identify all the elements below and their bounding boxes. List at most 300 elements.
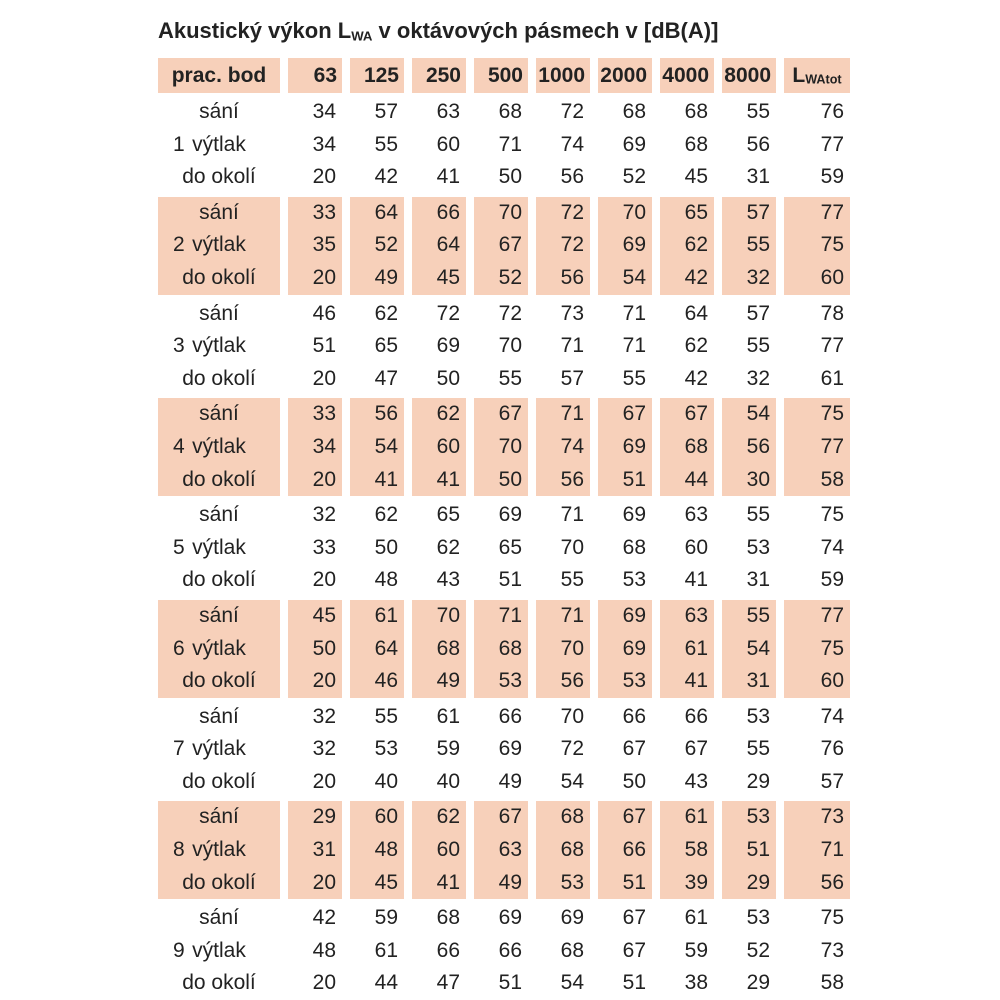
row-label-cell [158,935,280,968]
row-label: sání [199,805,239,829]
group-number: 4 [173,434,185,458]
value-cell: 45 [412,262,466,295]
table-row [158,665,858,698]
table-row [158,464,858,497]
value-cell: 66 [622,704,646,728]
value-cell: 75 [820,503,844,527]
table-row [158,733,858,766]
value-cell: 45 [684,165,708,189]
row-label-cell [158,801,280,834]
row-label: výtlak [192,636,246,660]
value-cell: 67 [474,398,528,431]
value-cell: 68 [684,100,708,123]
value-cell: 60 [684,535,708,559]
value-cell: 48 [350,834,404,867]
value-cell: 51 [598,464,652,497]
value-cell: 69 [598,633,652,666]
value-cell: 71 [536,398,590,431]
row-label: výtlak [192,434,246,458]
value-cell: 69 [622,132,646,156]
value-cell: 69 [598,431,652,464]
value-cell: 55 [746,100,770,123]
value-cell: 31 [722,665,776,698]
value-cell: 77 [784,431,850,464]
value-cell: 62 [436,535,460,559]
value-cell: 56 [350,398,404,431]
row-label-cell [158,363,280,396]
value-cell: 68 [622,100,646,123]
value-cell: 56 [560,165,584,189]
value-cell: 54 [560,769,584,793]
row-label: sání [199,100,239,123]
value-cell: 54 [722,633,776,666]
value-cell: 74 [820,535,844,559]
value-cell: 59 [820,568,844,592]
value-cell: 57 [374,100,398,123]
value-cell: 60 [436,132,460,156]
value-cell: 57 [722,197,776,230]
value-cell: 73 [820,938,844,962]
value-cell: 59 [436,737,460,761]
value-cell: 52 [622,165,646,189]
row-group-2 [158,197,858,295]
value-cell: 58 [784,464,850,497]
value-cell: 64 [684,301,708,325]
value-cell: 61 [660,633,714,666]
value-cell: 60 [412,834,466,867]
value-cell: 56 [746,132,770,156]
value-cell: 53 [746,535,770,559]
value-cell: 67 [622,906,646,930]
value-cell: 69 [498,906,522,930]
table-row [158,298,858,331]
value-cell: 71 [622,301,646,325]
value-cell: 71 [622,334,646,358]
value-cell: 64 [350,197,404,230]
acoustic-power-table [158,58,858,1000]
value-cell: 62 [684,334,708,358]
row-label: výtlak [192,838,246,862]
value-cell: 20 [288,665,342,698]
row-label-cell [158,499,280,532]
value-cell: 77 [820,132,844,156]
value-cell: 62 [660,229,714,262]
value-cell: 34 [288,431,342,464]
value-cell: 35 [288,229,342,262]
row-label-cell [158,431,280,464]
value-cell: 71 [560,334,584,358]
row-label-cell [158,766,280,799]
value-cell: 68 [536,834,590,867]
value-cell: 55 [722,600,776,633]
page [158,16,858,1000]
value-cell: 69 [622,503,646,527]
table-row [158,499,858,532]
value-cell: 41 [350,464,404,497]
value-cell: 59 [374,906,398,930]
column-header-prac-bod: prac. bod [158,58,280,93]
value-cell: 29 [746,971,770,995]
value-cell: 50 [374,535,398,559]
row-label: sání [199,200,239,224]
table-row [158,564,858,597]
value-cell: 49 [498,769,522,793]
row-group-4 [158,398,858,496]
row-label: výtlak [192,535,246,559]
value-cell: 67 [622,737,646,761]
table-row [158,902,858,935]
page-title [158,16,858,46]
value-cell: 70 [412,600,466,633]
value-cell: 53 [622,568,646,592]
value-cell: 40 [374,769,398,793]
value-cell: 53 [722,801,776,834]
value-cell: 52 [350,229,404,262]
table-row [158,161,858,194]
row-label-cell [158,902,280,935]
value-cell: 77 [784,600,850,633]
value-cell: 72 [498,301,522,325]
value-cell: 70 [474,431,528,464]
value-cell: 69 [598,229,652,262]
column-header-band: 125 [350,58,404,93]
value-cell: 75 [820,906,844,930]
value-cell: 71 [784,834,850,867]
value-cell: 42 [312,906,336,930]
value-cell: 62 [374,301,398,325]
row-label-cell [158,834,280,867]
value-cell: 52 [746,938,770,962]
value-cell: 71 [474,600,528,633]
value-cell: 34 [312,132,336,156]
value-cell: 61 [436,704,460,728]
row-label-cell [158,229,280,262]
value-cell: 66 [436,938,460,962]
row-label: do okolí [182,467,256,491]
value-cell: 54 [722,398,776,431]
row-label-cell [158,161,280,194]
table-row [158,935,858,968]
row-group-3 [158,298,858,396]
value-cell: 32 [312,503,336,527]
row-label: do okolí [182,870,256,894]
value-cell: 61 [660,801,714,834]
value-cell: 67 [474,801,528,834]
table-row [158,867,858,900]
row-label-cell [158,96,280,129]
column-header-band: 2000 [598,58,652,93]
value-cell: 20 [312,971,336,995]
row-label: do okolí [182,669,256,693]
row-group-6 [158,600,858,698]
value-cell: 49 [350,262,404,295]
value-cell: 56 [722,431,776,464]
value-cell: 63 [474,834,528,867]
value-cell: 76 [820,100,844,123]
value-cell: 56 [784,867,850,900]
value-cell: 47 [374,366,398,390]
row-label-cell [158,733,280,766]
value-cell: 70 [560,535,584,559]
value-cell: 64 [412,229,466,262]
value-cell: 67 [622,938,646,962]
value-cell: 77 [784,197,850,230]
value-cell: 75 [784,229,850,262]
table-row [158,600,858,633]
row-label-cell [158,464,280,497]
value-cell: 67 [474,229,528,262]
value-cell: 51 [622,971,646,995]
value-cell: 55 [498,366,522,390]
value-cell: 63 [436,100,460,123]
value-cell: 66 [598,834,652,867]
value-cell: 34 [312,100,336,123]
value-cell: 50 [436,366,460,390]
value-cell: 55 [622,366,646,390]
value-cell: 73 [784,801,850,834]
row-label: výtlak [192,737,246,761]
value-cell: 29 [288,801,342,834]
row-label: do okolí [182,366,256,390]
value-cell: 32 [312,704,336,728]
value-cell: 52 [474,262,528,295]
value-cell: 53 [598,665,652,698]
value-cell: 68 [436,906,460,930]
table-row [158,967,858,1000]
value-cell: 64 [350,633,404,666]
value-cell: 72 [536,197,590,230]
value-cell: 66 [498,938,522,962]
value-cell: 57 [820,769,844,793]
value-cell: 72 [560,737,584,761]
row-label-cell [158,298,280,331]
title-text-after: v oktávových pásmech v [dB(A)] [372,18,719,43]
value-cell: 68 [560,938,584,962]
value-cell: 20 [312,568,336,592]
value-cell: 61 [684,906,708,930]
value-cell: 74 [536,431,590,464]
value-cell: 59 [820,165,844,189]
value-cell: 20 [312,769,336,793]
value-cell: 42 [660,262,714,295]
value-cell: 53 [746,704,770,728]
column-header-band: 63 [288,58,342,93]
value-cell: 70 [560,704,584,728]
row-group-7 [158,701,858,799]
value-cell: 68 [536,801,590,834]
value-cell: 72 [536,229,590,262]
value-cell: 61 [350,600,404,633]
value-cell: 20 [288,262,342,295]
value-cell: 29 [722,867,776,900]
row-label-cell [158,398,280,431]
group-number: 1 [173,132,185,156]
value-cell: 53 [746,906,770,930]
value-cell: 41 [412,464,466,497]
value-cell: 62 [412,398,466,431]
value-cell: 44 [660,464,714,497]
value-cell: 51 [312,334,336,358]
value-cell: 67 [598,398,652,431]
row-label: výtlak [192,334,246,358]
value-cell: 31 [746,165,770,189]
value-cell: 48 [374,568,398,592]
value-cell: 55 [374,132,398,156]
group-number: 2 [173,233,185,257]
value-cell: 68 [474,633,528,666]
value-cell: 76 [820,737,844,761]
group-number: 7 [173,737,185,761]
row-label: výtlak [192,132,246,156]
value-cell: 33 [288,197,342,230]
value-cell: 66 [412,197,466,230]
value-cell: 63 [684,503,708,527]
value-cell: 47 [436,971,460,995]
row-label: sání [199,906,239,930]
value-cell: 60 [412,431,466,464]
group-number: 3 [173,334,185,358]
value-cell: 42 [374,165,398,189]
value-cell: 56 [536,665,590,698]
value-cell: 68 [498,100,522,123]
value-cell: 38 [684,971,708,995]
value-cell: 68 [660,431,714,464]
value-cell: 61 [374,938,398,962]
value-cell: 59 [684,938,708,962]
value-cell: 46 [350,665,404,698]
value-cell: 68 [684,132,708,156]
value-cell: 67 [598,801,652,834]
table-row [158,262,858,295]
value-cell: 65 [436,503,460,527]
value-cell: 32 [312,737,336,761]
value-cell: 70 [536,633,590,666]
value-cell: 46 [312,301,336,325]
value-cell: 29 [746,769,770,793]
value-cell: 70 [598,197,652,230]
value-cell: 31 [288,834,342,867]
lwatot-subscript: WAtot [805,72,842,87]
table-row [158,834,858,867]
row-label: sání [199,503,239,527]
row-label-cell [158,633,280,666]
table-row [158,330,858,363]
value-cell: 69 [436,334,460,358]
row-label: sání [199,301,239,325]
value-cell: 55 [374,704,398,728]
row-label: sání [199,704,239,728]
row-label-cell [158,330,280,363]
value-cell: 75 [784,398,850,431]
value-cell: 49 [474,867,528,900]
value-cell: 57 [746,301,770,325]
table-row [158,398,858,431]
table-row [158,229,858,262]
row-label-cell [158,701,280,734]
value-cell: 69 [560,906,584,930]
group-number: 8 [173,838,185,862]
row-label: do okolí [182,769,256,793]
value-cell: 60 [350,801,404,834]
value-cell: 55 [560,568,584,592]
value-cell: 56 [536,464,590,497]
value-cell: 53 [536,867,590,900]
group-number: 9 [173,938,185,962]
value-cell: 72 [436,301,460,325]
value-cell: 32 [722,262,776,295]
value-cell: 65 [498,535,522,559]
value-cell: 62 [412,801,466,834]
table-row [158,633,858,666]
row-label-cell [158,129,280,162]
value-cell: 55 [746,737,770,761]
title-text-before: Akustický výkon L [158,18,352,43]
value-cell: 65 [374,334,398,358]
table-row [158,96,858,129]
value-cell: 20 [312,366,336,390]
value-cell: 53 [374,737,398,761]
value-cell: 51 [498,568,522,592]
value-cell: 43 [684,769,708,793]
value-cell: 55 [746,334,770,358]
value-cell: 62 [374,503,398,527]
table-row [158,701,858,734]
value-cell: 53 [474,665,528,698]
row-label-cell [158,665,280,698]
value-cell: 77 [820,334,844,358]
row-label-cell [158,600,280,633]
value-cell: 41 [660,665,714,698]
table-row [158,801,858,834]
value-cell: 41 [684,568,708,592]
value-cell: 70 [474,197,528,230]
value-cell: 63 [660,600,714,633]
row-label-cell [158,532,280,565]
table-row [158,532,858,565]
value-cell: 65 [660,197,714,230]
value-cell: 50 [474,464,528,497]
table-row [158,363,858,396]
value-cell: 72 [560,100,584,123]
row-group-8 [158,801,858,899]
value-cell: 67 [684,737,708,761]
value-cell: 20 [288,867,342,900]
value-cell: 33 [312,535,336,559]
value-cell: 71 [536,600,590,633]
value-cell: 58 [660,834,714,867]
value-cell: 69 [498,503,522,527]
value-cell: 55 [722,229,776,262]
row-label-cell [158,867,280,900]
row-label: sání [199,603,239,627]
value-cell: 33 [288,398,342,431]
value-cell: 75 [784,633,850,666]
value-cell: 20 [312,165,336,189]
table-row [158,129,858,162]
value-cell: 50 [622,769,646,793]
row-group-1 [158,96,858,194]
table-row [158,197,858,230]
column-header-band: 250 [412,58,466,93]
column-header-band: 1000 [536,58,590,93]
value-cell: 41 [412,867,466,900]
value-cell: 60 [784,262,850,295]
value-cell: 51 [598,867,652,900]
value-cell: 50 [498,165,522,189]
value-cell: 56 [536,262,590,295]
row-group-9 [158,902,858,1000]
value-cell: 39 [660,867,714,900]
